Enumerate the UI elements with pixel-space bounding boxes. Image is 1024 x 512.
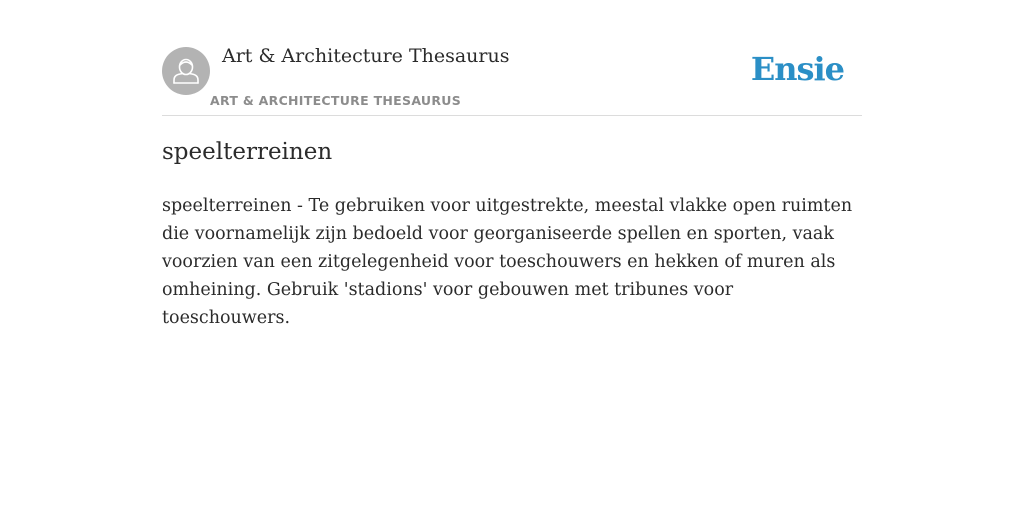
- header: [162, 0, 862, 116]
- avatar[interactable]: [162, 47, 210, 95]
- source-caption: ART & ARCHITECTURE THESAURUS: [210, 93, 462, 108]
- entry-definition: speelterreinen - Te gebruiken voor uitgestrekte, meestal vlakke open ruimten die voornamelijk zijn bedoeld voor georganiseerde spellen en sporten, vaak voorzien van een zitgelegenheid voor toeschouwers en hekken of muren als omheining. Gebruik 'stadions' voor gebouwen met tribunes voor toeschouwers.: [162, 196, 853, 328]
- source-title-link[interactable]: Art & Architecture Thesaurus: [222, 45, 510, 67]
- user-icon: [162, 47, 210, 95]
- brand-logo[interactable]: Ensie: [750, 50, 844, 88]
- entry-term: speelterreinen: [162, 139, 333, 165]
